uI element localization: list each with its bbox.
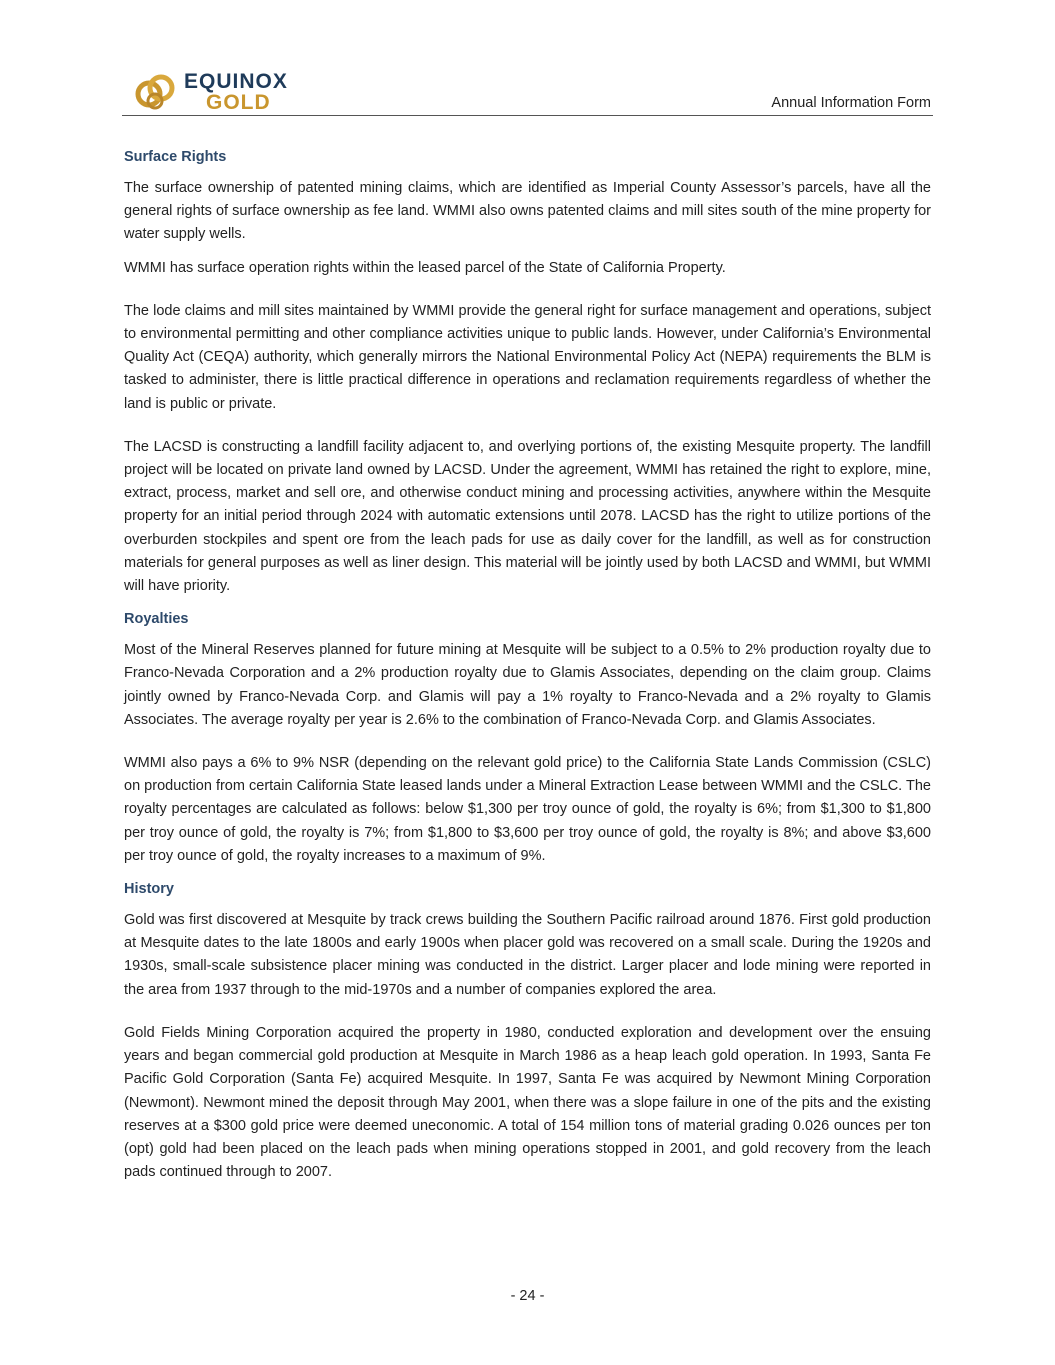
paragraph: Most of the Mineral Reserves planned for future mining at Mesquite will be subject to a 0.5% to 2% production royalty due to Franco-Nevada Corporation and a 2% production royalty due to Glamis Associates, depending on the claim group. Claims jointly owned by Franco-Nevada Corp. and Glamis will pay a 1% royalty to Franco-Nevada and a 2% royalty to Glamis Associates. The average royalty per year is 2.6% to the combination of Franco-Nevada Corp. and Glamis Associates. — [124, 642, 931, 728]
section-history — [124, 878, 931, 1184]
page-number: - 24 - — [510, 1288, 545, 1304]
logo-text-equinox: EQUINOX — [184, 70, 288, 93]
paragraph: The surface ownership of patented mining claims, which are identified as Imperial County Assessor’s parcels, have all the general rights of surface ownership as fee land. WMMI also owns patented claims and mill sites south of the mine property for water supply wells. — [124, 180, 931, 243]
logo-text-gold: GOLD — [206, 91, 271, 114]
page-header — [122, 68, 933, 116]
section-heading: Royalties — [124, 611, 189, 628]
equinox-gold-logo-icon — [132, 70, 178, 114]
paragraph: WMMI also pays a 6% to 9% NSR (depending on the relevant gold price) to the California State Lands Commission (CSLC) on production from certain California State leased lands under a Mineral Extraction Lease between WMMI and the CSLC. The royalty percentages are calculated as follows: below $1,300 per troy ounce of gold, the royalty is 6%; from $1,300 to $1,800 per troy ounce of gold, the royalty is 7%; from $1,800 to $3,600 per troy ounce of gold, the royalty is 8%; and above $3,600 per troy ounce of gold, the royalty increases to a maximum of 9%. — [124, 755, 931, 864]
section-royalties — [124, 608, 931, 868]
paragraph: The lode claims and mill sites maintained by WMMI provide the general right for surface management and operations, subject to environmental permitting and other compliance activities unique to public lands. However, under California’s Environmental Quality Act (CEQA) authority, which generally mirrors the National Environmental Policy Act (NEPA) requirements the BLM is tasked to administer, there is little practical difference in operations and reclamation requirements regardless of whether the land is public or private. — [124, 302, 931, 412]
paragraph: WMMI has surface operation rights within the leased parcel of the State of California Property. — [124, 259, 726, 276]
paragraph: The LACSD is constructing a landfill facility adjacent to, and overlying portions of, the existing Mesquite property. The landfill project will be located on private land owned by LACSD. Under the agreement, WMMI has retained the right to explore, mine, extract, process, market and sell ore, and otherwise conduct mining and processing activities, anywhere within the Mesquite property for an initial period through 2024 with automatic extensions until 2078. LACSD has the right to utilize portions of the overburden stockpiles and spent ore from the leach pads for use as daily cover for the landfill, as well as for construction materials for general purposes as well as liner design. This material will be jointly used by both LACSD and WMMI, but WMMI will have priority. — [124, 438, 931, 595]
company-logo — [132, 70, 288, 114]
paragraph: Gold was first discovered at Mesquite by track crews building the Southern Pacific railroad around 1876. First gold production at Mesquite dates to the late 1800s and early 1900s when placer gold was recovered on a small scale. During the 1920s and 1930s, small-scale subsistence placer mining was conducted in the district. Larger placer and lode mining were reported in the area from 1937 through to the mid-1970s and a number of companies explored the area. — [124, 912, 931, 998]
section-heading: History — [124, 881, 174, 898]
logo-wordmark — [184, 71, 288, 113]
section-surface-rights — [124, 146, 931, 598]
page-content — [124, 146, 931, 1204]
paragraph: Gold Fields Mining Corporation acquired the property in 1980, conducted exploration and development over the ensuing years and began commercial gold production at Mesquite in March 1986 as a heap leach gold operation. In 1993, Santa Fe Pacific Gold Corporation (Santa Fe) acquired Mesquite. In 1997, Santa Fe was acquired by Newmont Mining Corporation (Newmont). Newmont mined the deposit through May 2001, when there was a slope failure in one of the pits and the existing reserves at a $300 gold price were deemed uneconomic. A total of 154 million tons of material grading 0.026 ounces per ton (opt) gold had been placed on the leach pads when mining operations stopped in 2001, and gold recovery from the leach pads continued through to 2007. — [124, 1024, 931, 1181]
section-heading: Surface Rights — [124, 149, 227, 165]
document-title: Annual Information Form — [771, 95, 931, 111]
